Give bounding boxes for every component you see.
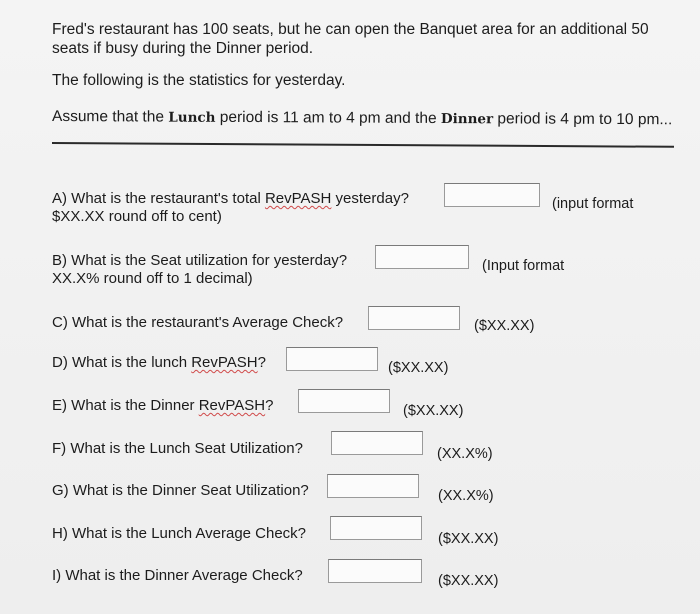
answer-c-format: ($XX.XX) xyxy=(474,318,535,334)
answer-i-format: ($XX.XX) xyxy=(438,573,499,589)
question-d-term: RevPASH xyxy=(191,354,258,371)
intro-paragraph xyxy=(52,20,682,58)
dinner-word: Dinner xyxy=(440,111,494,128)
question-h: H) What is the Lunch Average Check? xyxy=(52,525,307,542)
question-d-text-end: ? xyxy=(257,354,266,371)
question-b-text: B) What is the Seat utilization for yesterday? xyxy=(52,252,348,269)
answer-d-input[interactable] xyxy=(286,347,378,371)
question-f: F) What is the Lunch Seat Utilization? xyxy=(52,440,303,457)
question-a-text-end: yesterday? xyxy=(331,190,409,207)
question-a-term: RevPASH xyxy=(264,190,332,207)
answer-g-input[interactable] xyxy=(327,474,419,498)
answer-b-input[interactable] xyxy=(375,245,469,269)
question-e-text: E) What is the Dinner xyxy=(52,397,199,414)
assumption-mid: period is 11 am to 4 pm and the xyxy=(215,108,441,128)
question-a xyxy=(52,190,409,226)
answer-g-format: (XX.X%) xyxy=(438,488,494,504)
question-b-format-note: XX.X% round off to 1 decimal) xyxy=(52,270,253,287)
stats-statement: The following is the statistics for yesterday. xyxy=(52,72,346,89)
assumption-line xyxy=(52,108,672,129)
question-c: C) What is the restaurant's Average Check? xyxy=(52,314,344,331)
question-d xyxy=(52,354,266,372)
answer-e-input[interactable] xyxy=(298,389,390,413)
assumption-suffix: period is 4 pm to 10 pm... xyxy=(493,110,673,129)
answer-d-format: ($XX.XX) xyxy=(388,360,449,376)
answer-h-input[interactable] xyxy=(330,516,422,540)
question-g: G) What is the Dinner Seat Utilization? xyxy=(52,482,309,499)
answer-a-format: (input format xyxy=(552,196,634,212)
question-a-format-note: $XX.XX round off to cent) xyxy=(52,208,222,225)
answer-h-format: ($XX.XX) xyxy=(438,531,499,547)
intro-line-1: Fred's restaurant has 100 seats, but he can open the Banquet area for an additional 50 xyxy=(52,21,649,38)
question-a-text: A) What is the restaurant's total xyxy=(52,190,265,207)
intro-line-2: seats if busy during the Dinner period. xyxy=(52,40,314,57)
answer-b-format: (Input format xyxy=(482,258,565,274)
question-e-text-end: ? xyxy=(265,397,274,414)
answer-c-input[interactable] xyxy=(368,306,460,330)
question-e-term: RevPASH xyxy=(198,397,266,414)
question-i: I) What is the Dinner Average Check? xyxy=(52,567,303,584)
lunch-word: Lunch xyxy=(168,109,216,126)
assumption-prefix: Assume that the xyxy=(51,108,169,126)
question-b xyxy=(52,252,347,288)
answer-i-input[interactable] xyxy=(328,559,422,583)
divider-line xyxy=(52,142,674,148)
answer-f-format: (XX.X%) xyxy=(437,446,493,462)
answer-a-input[interactable] xyxy=(444,183,540,207)
answer-f-input[interactable] xyxy=(331,431,423,455)
question-d-text: D) What is the lunch xyxy=(52,354,192,371)
question-e xyxy=(52,397,273,415)
answer-e-format: ($XX.XX) xyxy=(403,403,464,419)
